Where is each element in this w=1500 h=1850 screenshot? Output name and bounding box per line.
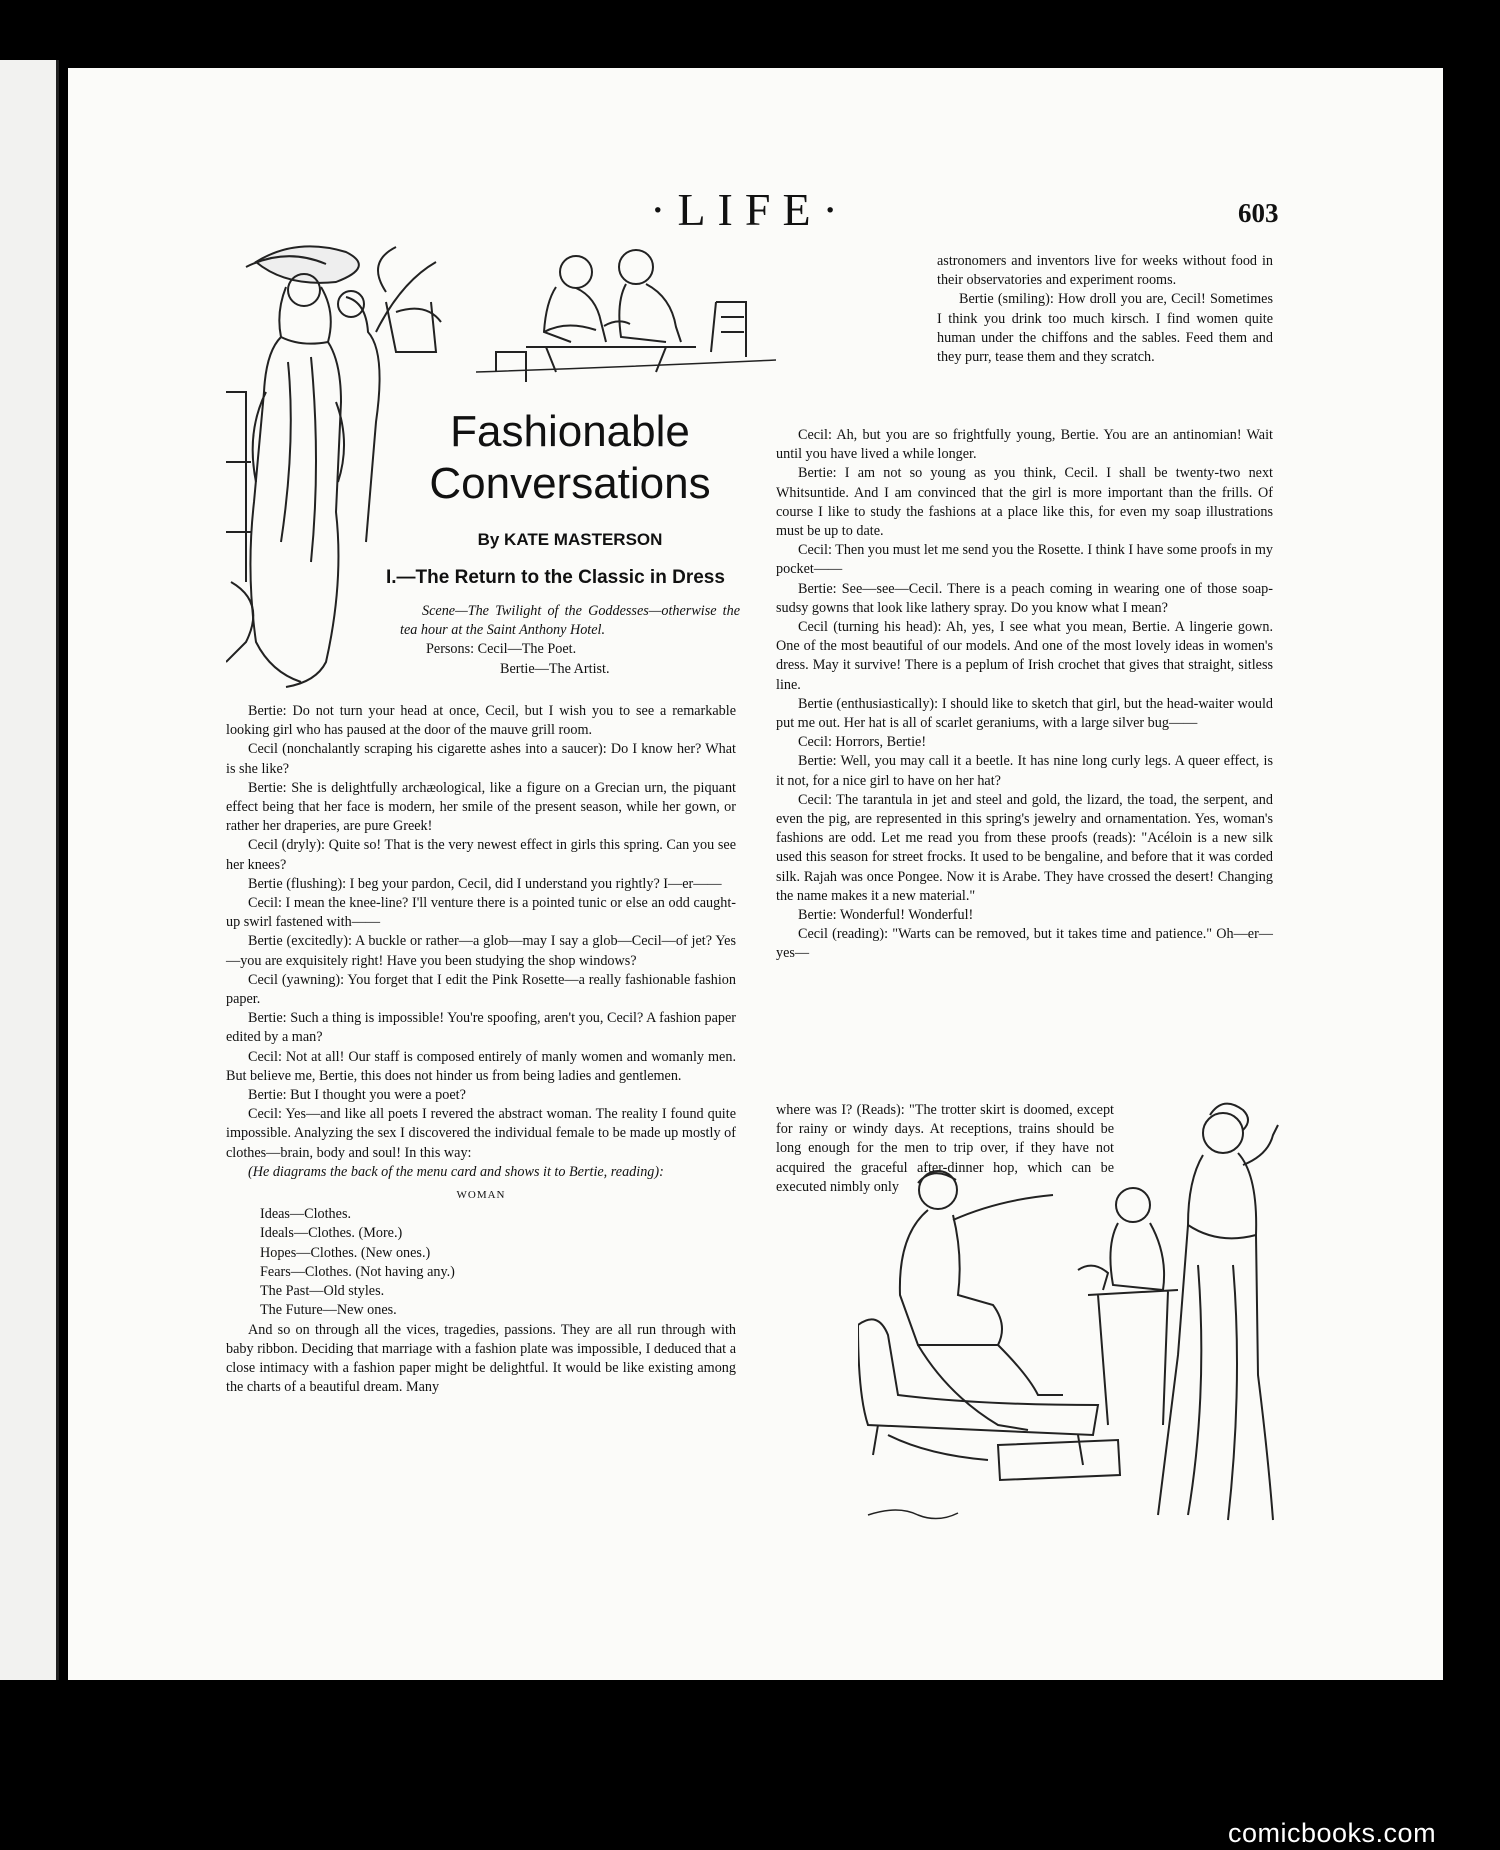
article-title: [382, 406, 758, 510]
paragraph: Cecil (dryly): Quite so! That is the very newest effect in girls this spring. Can you see her knees?: [226, 837, 736, 873]
byline: By KATE MASTERSON: [477, 530, 663, 549]
watermark: comicbooks.com: [1228, 1818, 1437, 1848]
list-item: Ideas—Clothes.: [260, 1206, 352, 1223]
paragraph: Bertie: Such a thing is impossible! You're spoofing, aren't you, Cecil? A fashion paper edited by a man?: [226, 1010, 736, 1046]
paragraph: Bertie: I am not so young as you think, Cecil. I shall be twenty-two next Whitsuntide. And I am convinced that the girl is more important than the frills. Of course I like to study the fashions at a place like this, for even my soap illustrations must be up to date.: [776, 465, 1273, 540]
paragraph: Bertie: She is delightfully archæological, like a figure on a Grecian urn, the piquant effect being that her face is modern, her smile of the present season, while her gown, or rather her draperies, are pure Greek!: [226, 779, 736, 835]
scene-description: [400, 602, 740, 679]
paragraph: (He diagrams the back of the menu card and shows it to Bertie, reading):: [248, 1163, 664, 1180]
paragraph: Cecil: The tarantula in jet and steel and gold, the lizard, the toad, the serpent, and even the pig, are represented in this spring's jewelry and ornamentation. Yes, woman's fashions are odd. Let me read you from these proofs (reads): "Acéloin is a new silk used this season for street frocks. It used to be bengaline, and before that it was corded silk. Rajah was once Pongee. Now it is Arabe. They have crossed the desert! Changing the name makes it a new material.": [776, 791, 1273, 904]
title-line-2: Conversations: [429, 459, 711, 508]
paragraph: Bertie: But I thought you were a poet?: [248, 1087, 466, 1104]
magazine-title: ·LIFE·: [650, 184, 850, 235]
paragraph: Bertie (smiling): How droll you are, Cecil! Sometimes I think you drink too much kirsch. I find women quite human under the chiffons and the sables. Feed them and they purr, tease them and they scratch.: [937, 291, 1273, 366]
right-column-top: [937, 252, 1273, 367]
list-item: Ideals—Clothes. (More.): [260, 1225, 403, 1242]
persons-line: Bertie—The Artist.: [500, 660, 610, 677]
paragraph: Cecil: I mean the knee-line? I'll venture there is a pointed tunic or else an odd caught-up swirl fastened with——: [226, 895, 736, 931]
paragraph: Cecil (reading): "Warts can be removed, but it takes time and patience." Oh—er—yes—: [776, 926, 1273, 962]
list-item: The Past—Old styles.: [260, 1283, 385, 1300]
paragraph: Bertie: Wonderful! Wonderful!: [798, 907, 974, 924]
left-column: [226, 702, 736, 1397]
scene-line: Scene—The Twilight of the Goddesses—otherwise the tea hour at the Saint Anthony Hotel.: [400, 603, 740, 639]
paragraph: And so on through all the vices, tragedies, passions. They are all run through with baby ribbon. Deciding that marriage with a fashion plate was impossible, I deduced that a close intimacy with a fashion paper might be delightful. It would be like existing among the charts of a beautiful dream. Many: [226, 1321, 736, 1396]
right-column: [776, 426, 1273, 964]
facing-page-edge: [0, 60, 59, 1680]
salon-scene-illustration: [858, 1095, 1288, 1531]
paragraph: Cecil: Horrors, Bertie!: [798, 734, 927, 751]
section-heading: I.—The Return to the Classic in Dress: [386, 567, 725, 588]
list-item: Hopes—Clothes. (New ones.): [260, 1244, 431, 1261]
paragraph: Cecil: Then you must let me send you the Rosette. I think I have some proofs in my pocket——: [776, 542, 1273, 578]
paragraph: Bertie (enthusiastically): I should like to sketch that girl, but the head-waiter would put me out. Her hat is all of scarlet geraniums, with a large silver bug——: [776, 695, 1273, 732]
paragraph: Bertie (excitedly): A buckle or rather—a glob—may I say a glob—Cecil—of jet? Yes—you are exquisitely right! Have you been studying the shop windows?: [226, 933, 736, 969]
paragraph: where was I? (Reads): "The trotter skirt is doomed, except for rainy or windy days. At receptions, trains should be long enough for the men to trip over, if they have not acquired the graceful after-dinner hop, which can be executed nimbly only: [776, 1102, 1114, 1195]
page-number: 603: [1238, 198, 1279, 228]
title-line-1: Fashionable: [450, 407, 690, 456]
list-heading: WOMAN: [456, 1189, 506, 1202]
list-item: Fears—Clothes. (Not having any.): [260, 1263, 455, 1280]
paragraph: Cecil: Ah, but you are so frightfully young, Bertie. You are an antinomian! Wait until you have lived a while longer.: [776, 427, 1273, 463]
paragraph: Cecil: Not at all! Our staff is composed entirely of manly women and womanly men. But believe me, Bertie, this does not hinder us from being ladies and gentlemen.: [226, 1048, 736, 1084]
paragraph: astronomers and inventors live for weeks without food in their observatories and experiment rooms.: [937, 253, 1273, 289]
paragraph: Bertie: Do not turn your head at once, Cecil, but I wish you to see a remarkable looking girl who has paused at the door of the mauve grill room.: [226, 703, 736, 739]
paragraph: Bertie: See—see—Cecil. There is a peach coming in wearing one of those soap-sudsy gowns that look like lathery spray. Do you know what I mean?: [776, 580, 1273, 616]
paragraph: Cecil: Yes—and like all poets I revered the abstract woman. The reality I found quite impossible. Analyzing the sex I discovered the individual female to be made up mostly of clothes—brain, body and soul! In this way:: [226, 1106, 736, 1161]
paragraph: Bertie: Well, you may call it a beetle. It has nine long curly legs. A queer effect, is it not, for a nice girl to have on her hat?: [776, 753, 1273, 789]
list-item: The Future—New ones.: [260, 1302, 397, 1319]
paragraph: Cecil (yawning): You forget that I edit the Pink Rosette—a really fashionable fashion paper.: [226, 971, 736, 1008]
paragraph: Cecil (turning his head): Ah, yes, I see what you mean, Bertie. A lingerie gown. One of the most beautiful of our models. And one of the most lovely ideas in women's dress. May it survive! There is a peplum of Irish crochet that gives that straight, sitless line.: [776, 619, 1273, 693]
persons-line: Persons: Cecil—The Poet.: [426, 641, 577, 658]
paragraph: Bertie (flushing): I beg your pardon, Cecil, did I understand you rightly? I—er——: [248, 875, 722, 892]
paragraph: Cecil (nonchalantly scraping his cigarette ashes into a saucer): Do I know her? What is she like?: [226, 741, 736, 777]
